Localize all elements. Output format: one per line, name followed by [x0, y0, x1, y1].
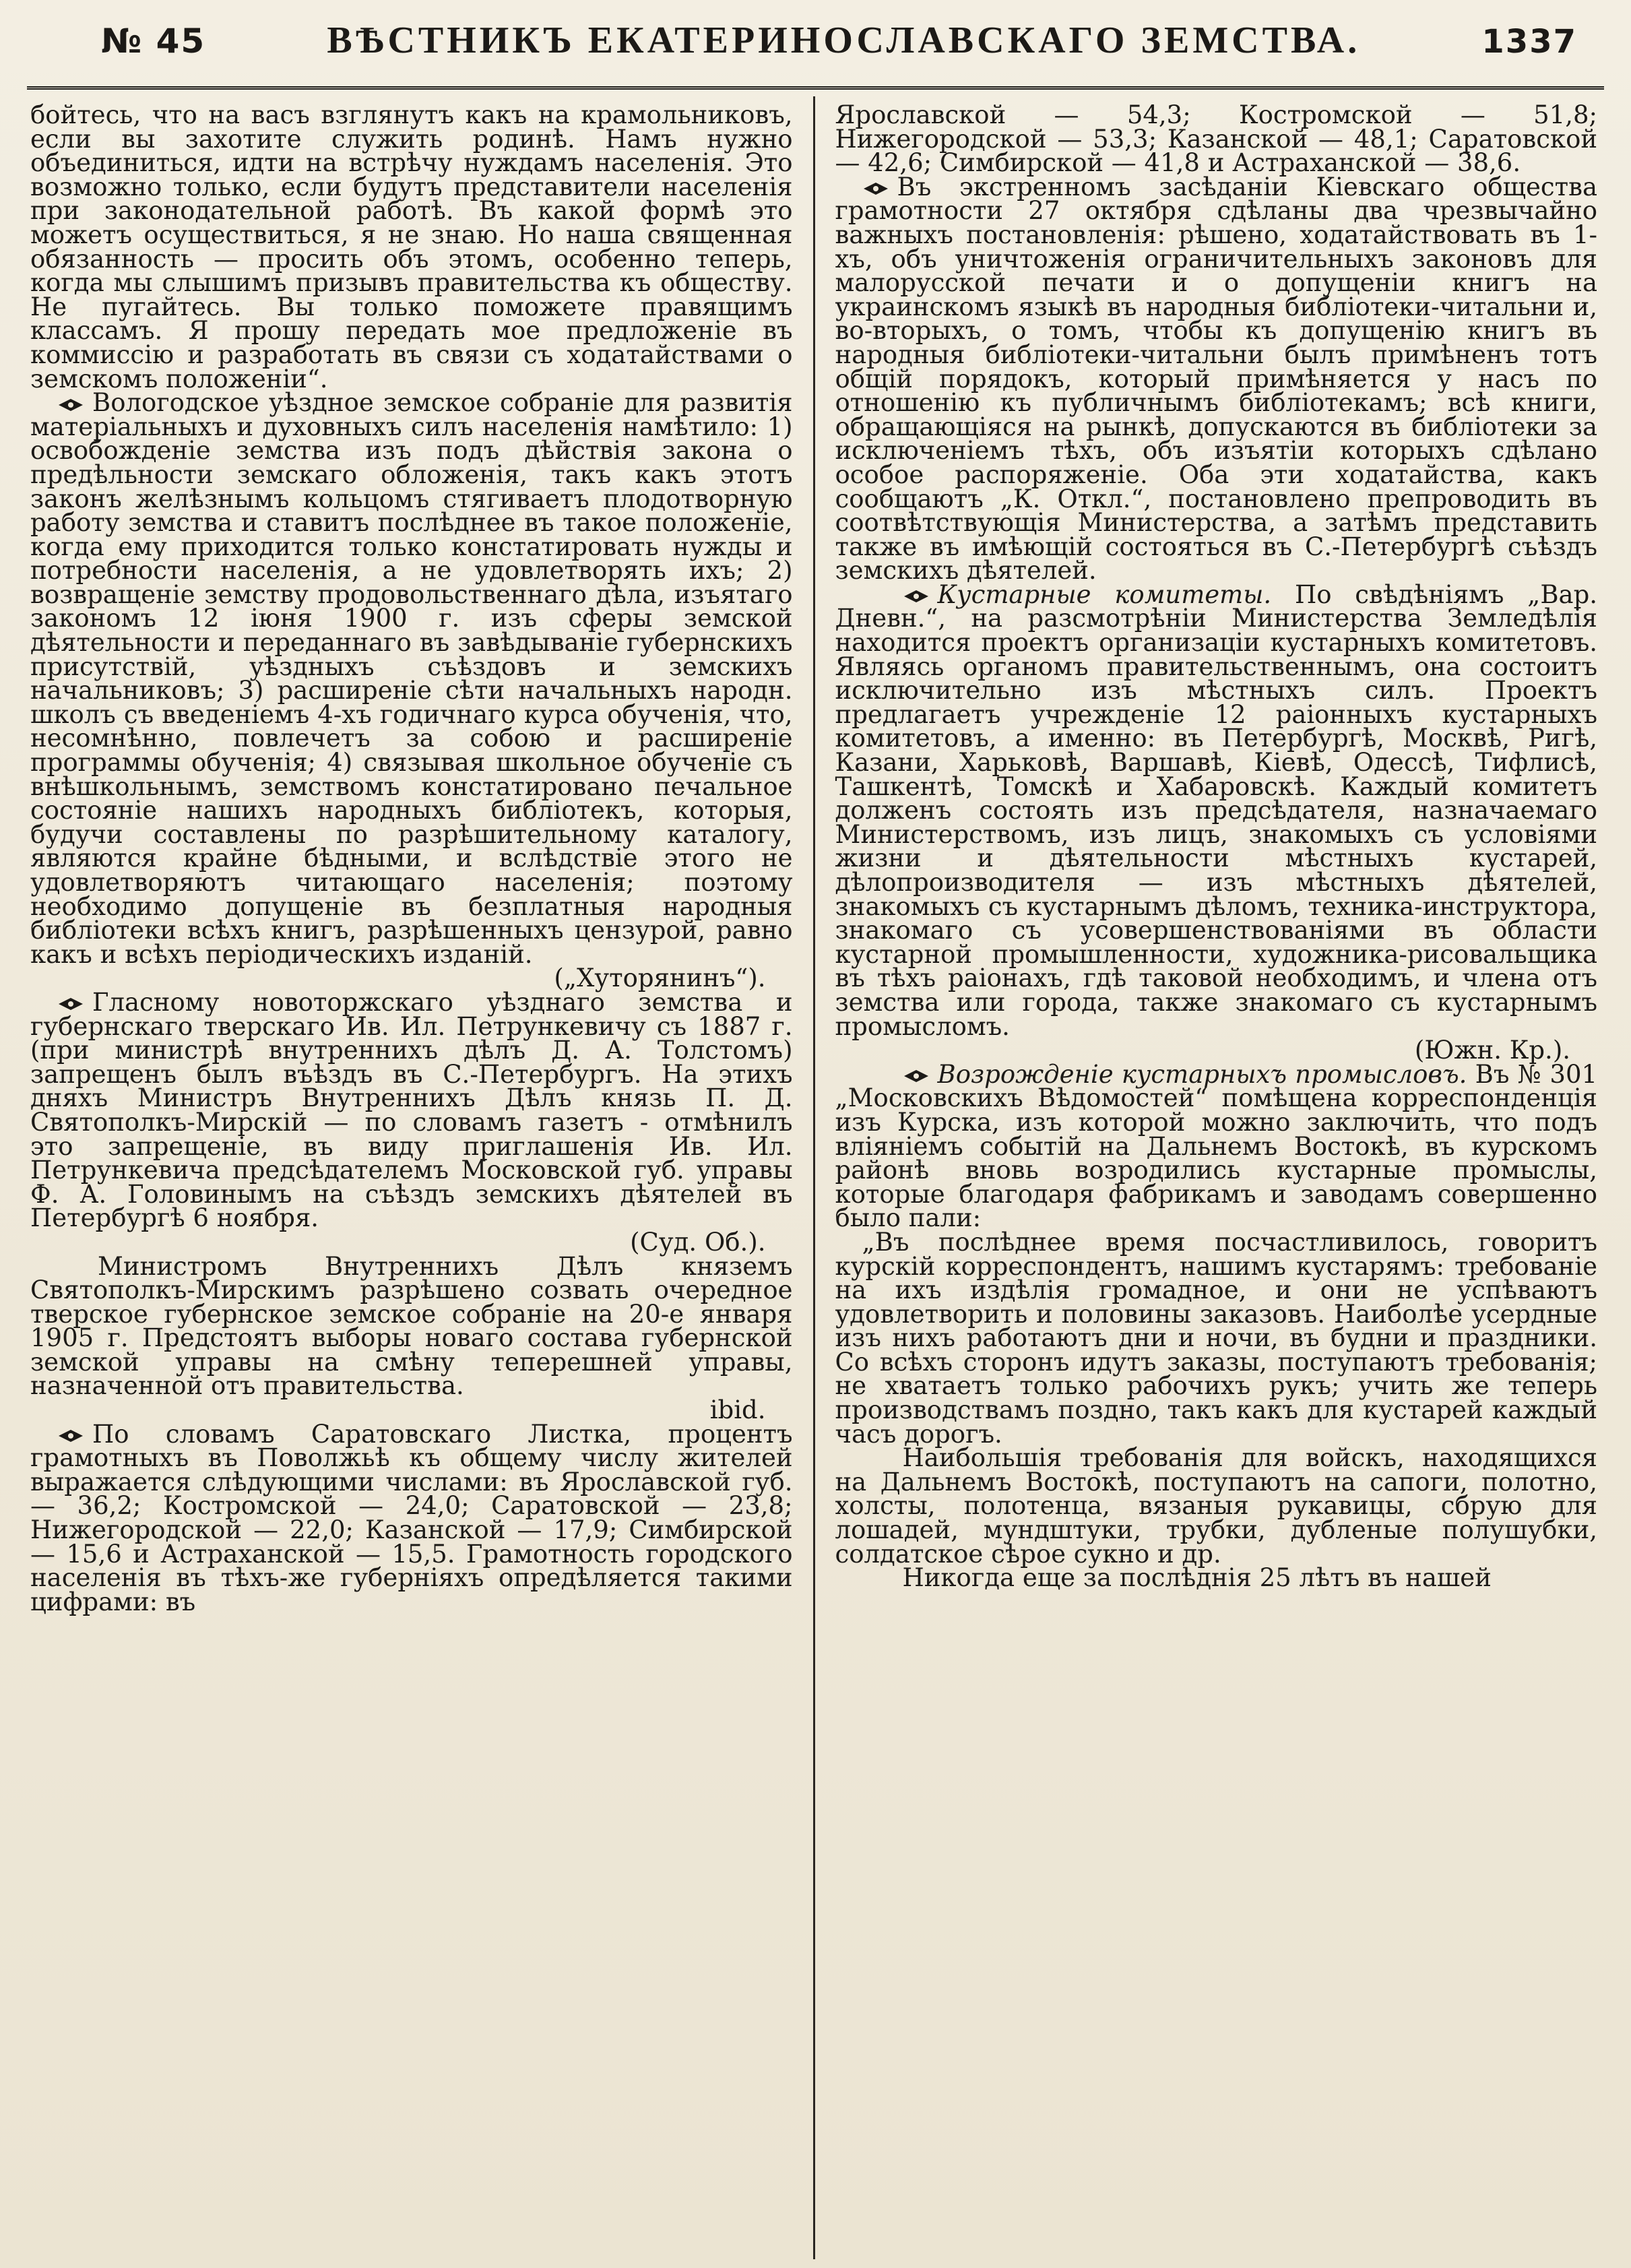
right-column — [815, 103, 1605, 2259]
article-kiev-text: Въ экстренномъ засѣданіи Кіевскаго общества грамотности 27 октября сдѣланы два чрезвычайно важныхъ постановленія: рѣшено, ходатайствовать въ 1-хъ, объ уничтоженія ограничительныхъ законовъ для малорусской печати и о допущеніи книгъ на украинскомъ языкѣ въ народныя библіотеки-читальни и, во-вторыхъ, о томъ, чтобы къ допущенію книгъ въ народныя библіотеки-читальни былъ примѣненъ тотъ общій порядокъ, который примѣняется у насъ по отношенію къ публичнымъ библіотекамъ; всѣ книги, обращающіяся на рынкѣ, допускаются въ библіотеки за исключеніемъ тѣхъ, объ изъятіи которыхъ сдѣлано особое распоряженіе. Оба эти ходатайства, какъ сообщаютъ „К. Откл.“, постановлено препроводить въ соотвѣтствующія Министерства, а затѣмъ представить также въ имѣющій состояться въ С.-Петербургѣ съѣздъ земскихъ дѣятелей. — [835, 172, 1598, 586]
left-column — [27, 103, 813, 2259]
article-revival-text: Въ № 301 „Московскихъ Вѣдомостей“ помѣщена корреспонденція изъ Курска, изъ которой можно заключить, что подъ вліяніемъ событій на Дальнемъ Востокѣ, въ курскомъ районѣ вновь возродились кустарные промыслы, которые благодаря фабрикамъ и заводамъ совершенно было пали: — [835, 1059, 1598, 1233]
article-tver-text: Министромъ Внутреннихъ Дѣлъ княземъ Святополкъ-Мирскимъ разрѣшено созвать очередное тверское губернское земское собраніе на 20-е января 1905 г. Предстоятъ выборы новаго состава губернской земской управы на смѣну теперешней управы, назначенной отъ правительства. — [30, 1251, 793, 1401]
source-citation: (Суд. Об.). — [630, 1227, 766, 1257]
section-marker-icon — [57, 398, 84, 412]
issue-number: № 45 — [101, 22, 206, 61]
section-marker-icon — [57, 1428, 84, 1443]
source-citation: („Хуторянинъ“). — [554, 964, 766, 993]
page-number: 1337 — [1481, 23, 1577, 61]
article-literacy-text: По словамъ Саратовскаго Листка, процентъ грамотныхъ въ Поволжьѣ къ общему числу жителей выражается слѣдующими числами: въ Ярославской губ. — 36,2; Костромской — 24,0; Саратовской — 23,8; Нижегородской — 22,0; Казанской — 17,9; Симбирской — 15,6 и Астраханской — 15,5. Грамотность городского населенія въ тѣхъ-же губерніяхъ опредѣляется такими цифрами: въ — [30, 1419, 793, 1616]
article-heading: Кустарные комитеты. — [937, 579, 1272, 609]
source-citation: (Южн. Кр.). — [1414, 1036, 1571, 1065]
article-petrunkevich — [30, 987, 793, 1257]
article-revival — [835, 1059, 1598, 1233]
section-marker-icon — [903, 1069, 930, 1083]
section-marker-icon — [57, 997, 84, 1011]
article-kustar-text: По свѣдѣніямъ „Вар. Дневн.“, на разсмотрѣніи Министерства Земледѣлія находится проектъ организаціи кустарныхъ комитетовъ. Являясь органомъ правительственнымъ, она состоитъ исключительно изъ мѣстныхъ силъ. Проектъ предлагаетъ учрежденіе 12 раіонныхъ кустарныхъ комитетовъ, а именно: въ Петербургѣ, Москвѣ, Ригѣ, Казани, Харьковѣ, Варшавѣ, Кіевѣ, Одессѣ, Тифлисѣ, Ташкентѣ, Томскѣ и Хабаровскѣ. Каждый комитетъ долженъ состоять изъ предсѣдателя, назначаемаго Министерствомъ, изъ лицъ, знакомыхъ съ условіями жизни и дѣятельности мѣстныхъ кустарей, дѣлопроизводителя — изъ мѣстныхъ дѣятелей, знакомыхъ съ кустарнымъ дѣломъ, техника-инструктора, знакомаго съ усовершенствованіями въ области кустарной промышленности, художника-рисовальщика въ тѣхъ раіонахъ, гдѣ таковой необходимъ, и члена отъ земства или города, также знакомаго съ кустарнымъ промысломъ. — [835, 579, 1598, 1041]
source-citation: ibid. — [709, 1395, 766, 1425]
closing-paragraph: Никогда еще за послѣднія 25 лѣтъ въ нашей — [902, 1563, 1492, 1593]
article-petrunkevich-text: Гласному новоторжскаго уѣзднаго земства и губернскаго тверскаго Ив. Ил. Петрункевичу съ 1887 г. (при министрѣ внутреннихъ дѣлъ Д. А. Толстомъ) запрещенъ былъ въѣздъ въ С.-Петербургъ. На этихъ дняхъ Министръ Внутреннихъ Дѣлъ князь П. Д. Святополкъ-Мирскій — по словамъ газетъ - отмѣнилъ это запрещеніе, въ виду приглашенія Ив. Ил. Петрункевича предсѣдателемъ Московской губ. управы Ф. А. Головинымъ на съѣздъ земскихъ дѣятелей въ Петербургѣ 6 ноября. — [30, 987, 793, 1233]
article-vologda — [30, 388, 793, 993]
article-kiev — [835, 172, 1598, 586]
article-tver — [30, 1251, 793, 1425]
section-marker-icon — [903, 589, 930, 604]
header-rule — [27, 86, 1604, 90]
army-demand-paragraph: Наибольшія требованія для войскъ, находящихся на Дальнемъ Востокѣ, поступаютъ на сапоги, полотно, холсты, полотенца, вязаныя рукавицы, сбрую для лошадей, мундштуки, трубки, дубленые полушубки, солдатское сѣрое сукно и др. — [835, 1443, 1598, 1569]
article-continuation: бойтесь, что на васъ взглянутъ какъ на крамольниковъ, если вы захотите служить родинѣ. Намъ нужно объединиться, идти на встрѣчу нуждамъ населенія. Это возможно только, если будутъ представители населенія при законодательной работѣ. Въ какой формѣ это можетъ осуществиться, я не знаю. Но наша священная обязанность — просить объ этомъ, особенно теперь, когда мы слышимъ призывъ правительства къ обществу. Не пугайтесь. Вы только поможете правящимъ классамъ. Я прошу передать мое предложеніе въ коммиссію и разработать въ связи съ ходатайствами о земскомъ положеніи“. — [30, 103, 793, 393]
section-marker-icon — [862, 181, 889, 196]
quote-paragraph: „Въ послѣднее время посчастливилось, говоритъ курскій корреспондентъ, нашимъ кустарямъ: требованіе на ихъ издѣлія громадное, и они не успѣваютъ удовлетворить и половины заказовъ. Наиболѣе усердные изъ нихъ работаютъ дни и ночи, въ будни и праздники. Со всѣхъ сторонъ идутъ заказы, поступаютъ требованія; не хватаетъ только рабочихъ рукъ; учить же теперь производствамъ поздно, такъ какъ для кустарей каждый часъ дорогъ. — [835, 1227, 1598, 1449]
article-literacy — [30, 1419, 793, 1616]
literacy-continuation: Ярославской — 54,3; Костромской — 51,8; Нижегородской — 53,3; Казанской — 48,1; Саратовской — 42,6; Симбирской — 41,8 и Астраханской — 38,6. — [835, 103, 1598, 178]
article-kustar-committees — [835, 579, 1598, 1065]
article-vologda-text: Вологодское уѣздное земское собраніе для развитія матеріальныхъ и духовныхъ силъ населенія намѣтило: 1) освобожденіе земства изъ подъ дѣйствія закона о предѣльности земскаго обложенія, такъ какъ этотъ законъ желѣзнымъ кольцомъ стягиваетъ плодотворную работу земства и ставитъ послѣднее въ такое положеніе, когда ему приходится только констатировать нужды и потребности населенія, а не удовлетворять ихъ; 2) возвращеніе земству продовольственнаго дѣла, изъятаго закономъ 12 іюня 1900 г. изъ сферы земской дѣятельности и переданнаго въ завѣдываніе губернскихъ присутствій, уѣздныхъ съѣздовъ и земскихъ начальниковъ; 3) расширеніе сѣти начальныхъ народн. школъ съ введеніемъ 4-хъ годичнаго курса обученія, что, несомнѣнно, повлечетъ за собою и расширеніе программы обученія; 4) связывая школьное обученіе съ внѣшкольнымъ, земствомъ констатировано печальное состояніе нашихъ народныхъ библіотекъ, которыя, будучи составлены по разрѣшительному каталогу, являются крайне бѣдными, и вслѣдствіе этого не удовлетворяютъ читающаго населенія; поэтому необходимо допущеніе въ безплатныя народныя библіотеки всѣхъ книгъ, разрѣшенныхъ цензурой, равно какъ и всѣхъ періодическихъ изданій. — [30, 388, 793, 969]
page-header — [27, 19, 1604, 81]
article-heading: Возрожденіе кустарныхъ промысловъ. — [937, 1059, 1467, 1089]
text-columns — [27, 103, 1604, 2259]
periodical-title: ВѢСТНИКЪ ЕКАТЕРИНОСЛАВСКАГО ЗЕМСТВА. — [327, 20, 1361, 61]
